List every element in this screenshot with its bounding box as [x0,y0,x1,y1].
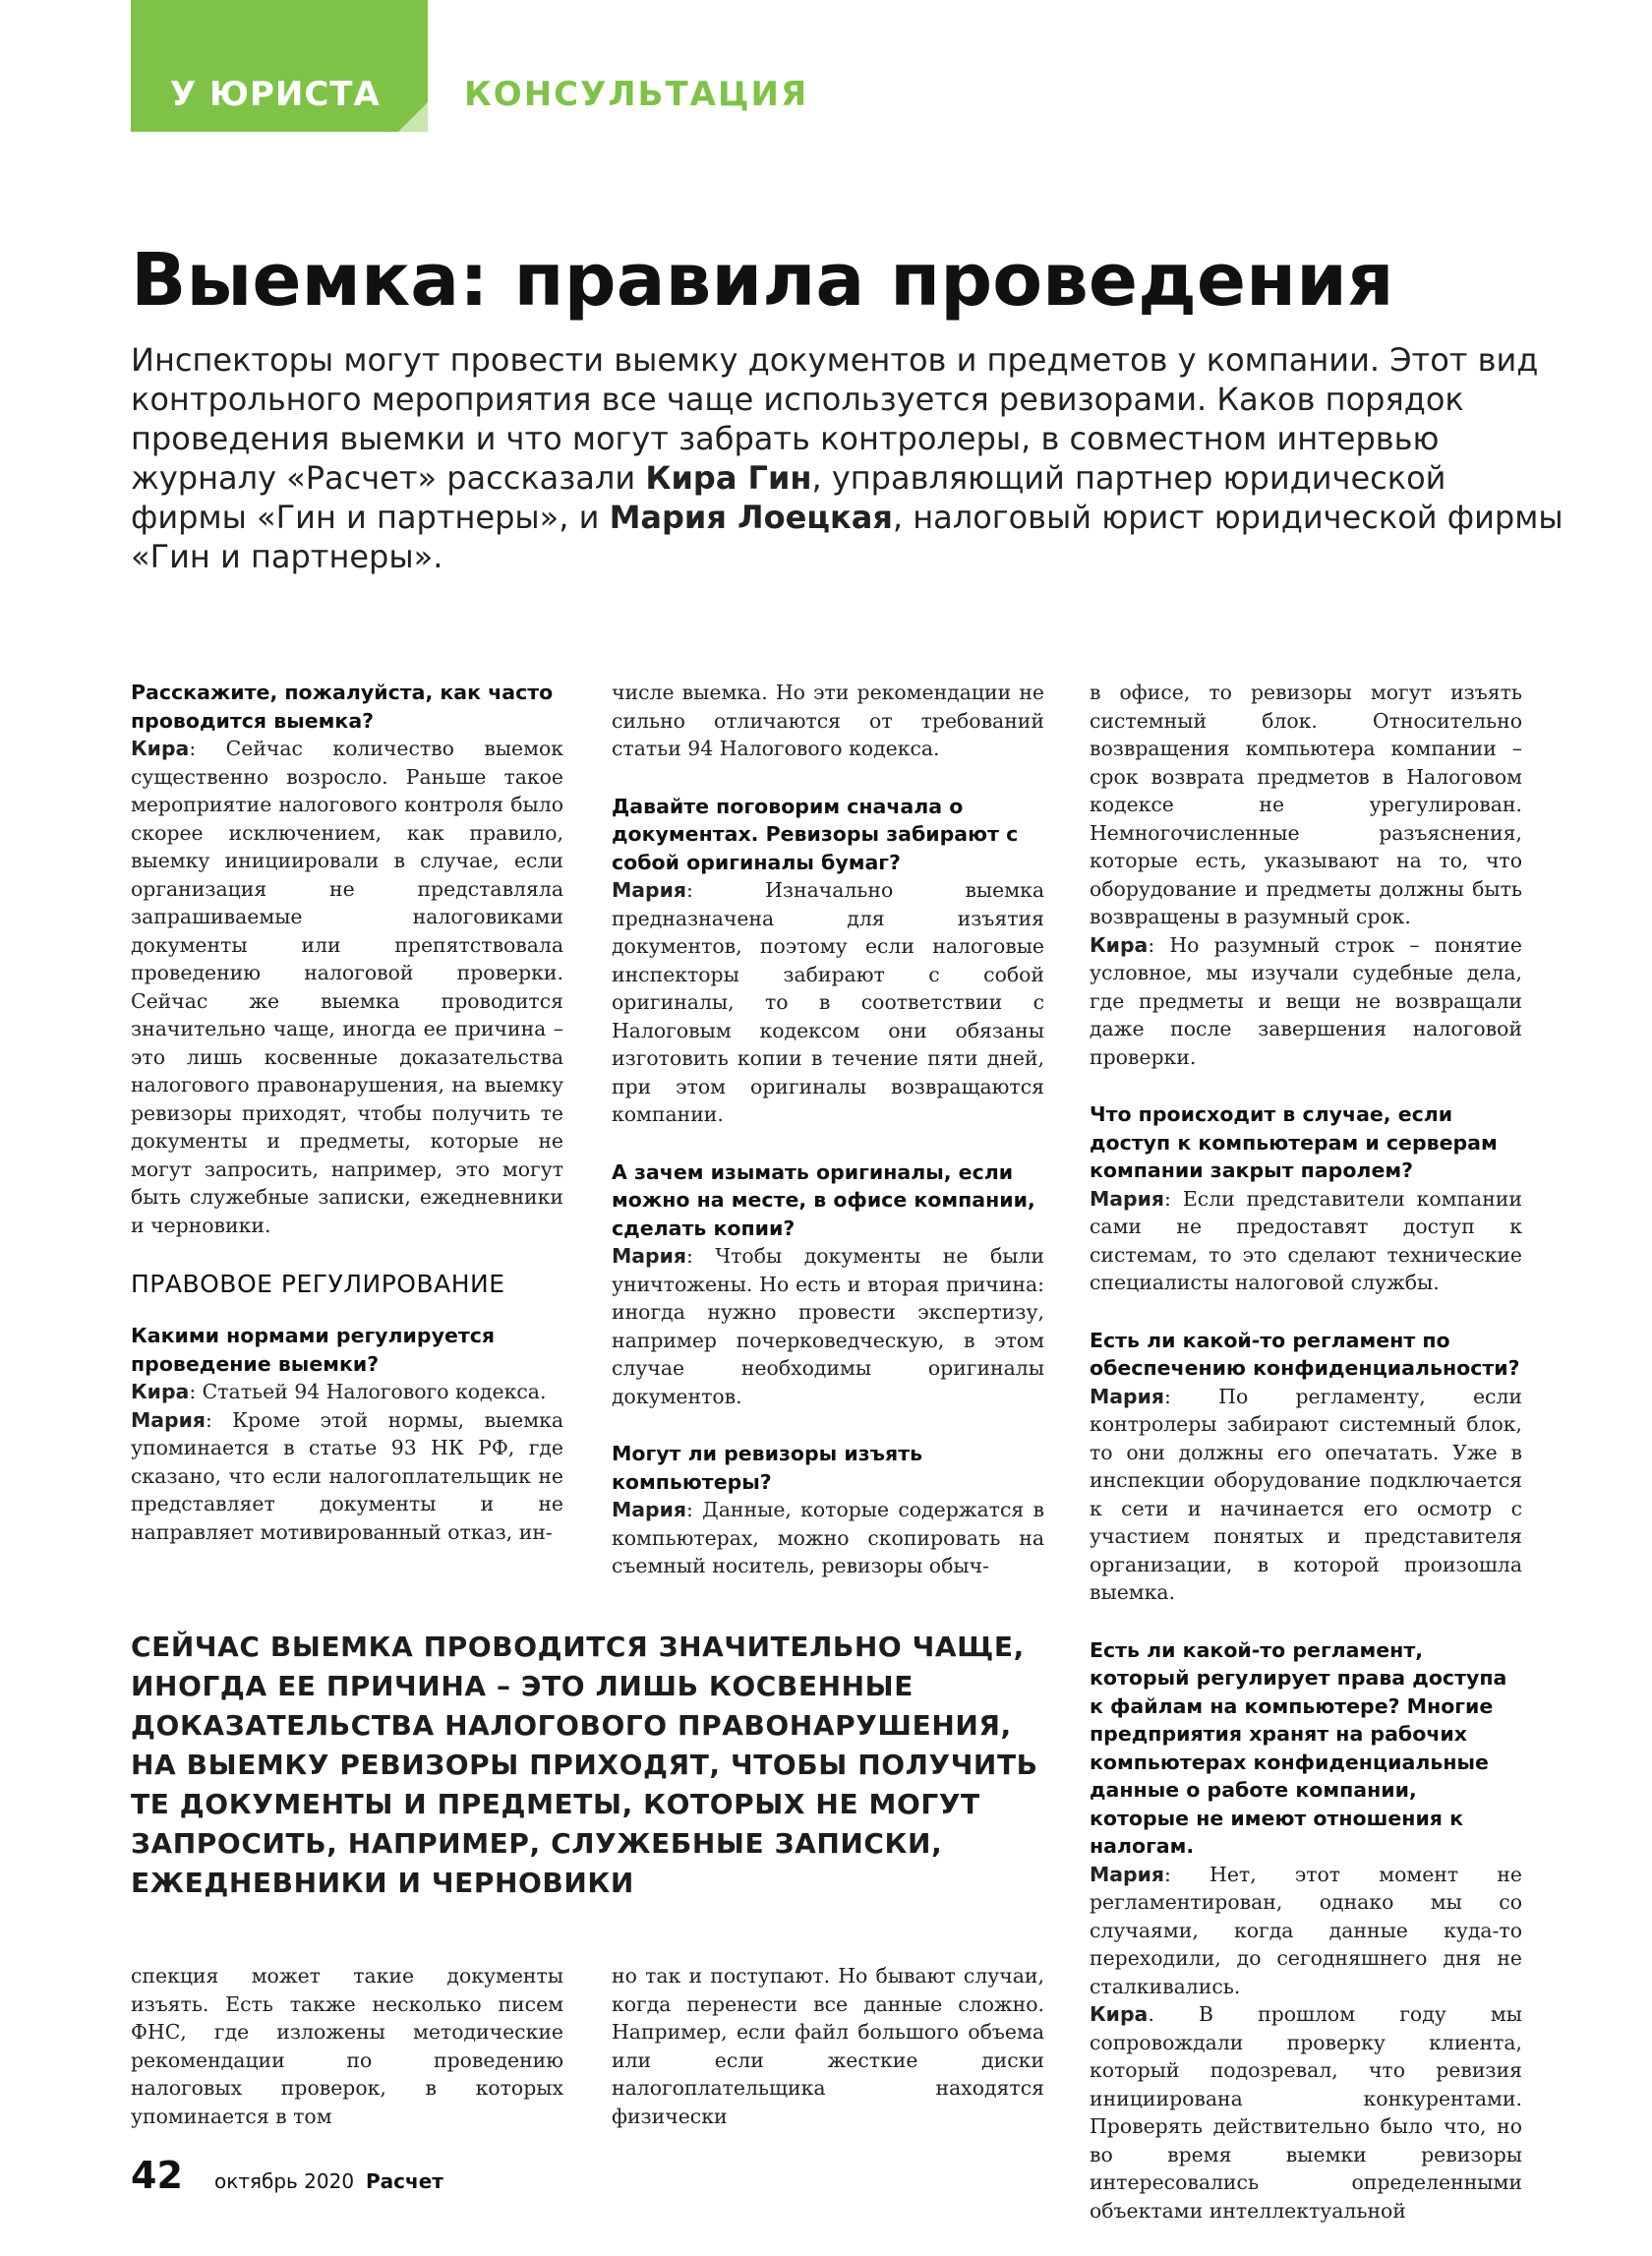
question: Давайте поговорим сначала о документах. Ревизоры забирают с собой оригиналы бумаг? [612,794,1019,874]
author-name: Мария Лоецкая [609,499,893,536]
question: Расскажите, пожалуйста, как часто проводится выемка? [131,681,554,733]
section-label: КОНСУЛЬТАЦИЯ [464,75,809,114]
issue-date: октябрь 2020 [214,2169,355,2193]
answer: Мария: Чтобы документы не были уничтожены. Но есть и вторая причина: иногда нужно провести экспертизу, например почерковедческую, в этом случае необходимы оригиналы документов. [612,1244,1044,1408]
column-1-continued [131,1962,563,2130]
author-name: Кира Гин [645,459,812,497]
answer: Мария: Если представители компании сами не предоставят доступ к системам, то это сделают технические специалисты налоговой службы. [1090,1186,1522,1294]
column-3 [1090,679,1522,2225]
question: Какими нормами регулируется проведение выемки? [131,1324,496,1376]
rubric-fold [398,102,428,132]
column-1 [131,679,563,1546]
magazine-name: Расчет [366,2169,443,2193]
answer: Мария: Данные, которые содержатся в компьютерах, можно скопировать на съемный носитель, ревизоры обыч- [612,1498,1044,1577]
column-2-continued [612,1962,1044,2130]
pull-quote: СЕЙЧАС ВЫЕМКА ПРОВОДИТСЯ ЗНАЧИТЕЛЬНО ЧАЩЕ, ИНОГДА ЕЕ ПРИЧИНА – ЭТО ЛИШЬ КОСВЕННЫЕ ДОКАЗАТЕЛЬСТВА НАЛОГОВОГО ПРАВОНАРУШЕНИЯ, НА ВЫЕМКУ РЕВИЗОРЫ ПРИХОДЯТ, ЧТОБЫ ПОЛУЧИТЬ ТЕ ДОКУМЕНТЫ И ПРЕДМЕТЫ, КОТОРЫХ НЕ МОГУТ ЗАПРОСИТЬ, НАПРИМЕР, СЛУЖЕБНЫЕ ЗАПИСКИ, ЕЖЕДНЕВНИКИ И ЧЕРНОВИКИ [131,1631,1038,1899]
article-lead: Инспекторы могут провести выемку документов и предметов у компании. Этот вид контрольного мероприятия все чаще используется ревизорами. Каков порядок проведения выемки и что могут забрать контролеры, в совместном интервью журналу «Расчет» рассказали Кира Гин, управляющий партнер юридической фирмы «Гин и партнеры», и Мария Лоецкая, налоговый юрист юридической фирмы «Гин и партнеры». [131,341,1564,575]
paragraph: спекция может такие документы изъять. Есть также несколько писем ФНС, где изложены методические рекомендации по проведению налоговых проверок, в которых упоминается в том [131,1964,563,2128]
question: Могут ли ревизоры изъять компьютеры? [612,1442,923,1494]
paragraph: числе выемка. Но эти рекомендации не сильно отличаются от требований статьи 94 Налогового кодекса. [612,681,1044,760]
answer: Кира: Но разумный строк – понятие условное, мы изучали судебные дела, где предметы и вещи не возвращали даже после завершения налоговой проверки. [1090,932,1522,1069]
section-heading: ПРАВОВОЕ РЕГУЛИРОВАНИЕ [131,1270,505,1298]
article-title: Выемка: правила проведения [131,238,1394,323]
page-number: 42 [131,2154,183,2197]
answer: Мария: Изначально выемка предназначена для изъятия документов, поэтому если налоговые инспекторы забирают с собой оригиналы, то в соответствии с Налоговым кодексом они обязаны изготовить копии в течение пяти дней, при этом оригиналы возвращаются компании. [612,878,1044,1126]
answer: Кира: Статьей 94 Налогового кодекса. [131,1380,547,1403]
question: Есть ли какой-то регламент по обеспечению конфиденциальности? [1090,1328,1520,1380]
paragraph: в офисе, то ревизоры могут изъять системный блок. Относительно возвращения компьютера компании – срок возврата предметов в Налоговом кодексе не урегулирован. Немногочисленные разъяснения, которые есть, указывают на то, что оборудование и предметы должны быть возвращены в разумный срок. [1090,681,1522,928]
question: Есть ли какой-то регламент, который регулирует права доступа к файлам на компьютере? Многие предприятия хранят на рабочих компьютерах конфиденциальные данные о работе компании, которые не имеют отношения к налогам. [1090,1637,1507,1858]
question: А зачем изымать оригиналы, если можно на месте, в офисе компании, сделать копии? [612,1159,1035,1240]
answer: Мария: Кроме этой нормы, выемка упоминается в статье 93 НК РФ, где сказано, что если налогоплательщик не представляет документы и не направляет мотивированный отказ, ин- [131,1407,563,1544]
answer: Мария: Нет, этот момент не регламентирован, однако мы со случаями, когда данные куда-то переходили, до сегодняшнего дня не сталкивались. [1090,1862,1522,1998]
rubric-label: У ЮРИСТА [170,75,381,114]
answer: Кира. В прошлом году мы сопровождали проверку клиента, который подозревал, что ревизия инициирована конкурентами. Проверять действительно было что, но во время выемки ревизоры интересовались определенными объектами интеллектуальной [1090,2002,1522,2223]
answer: Кира: Сейчас количество выемок существенно возросло. Раньше такое мероприятие налогового контроля было скорее исключением, как правило, выемку инициировали в случае, если организация не представляла запрашиваемые налоговиками документы или препятствовала проведению налоговой проверки. Сейчас же выемка проводится значительно чаще, иногда ее причина – это лишь косвенные доказательства налогового правонарушения, на выемку ревизоры приходят, чтобы получить те документы и предметы, которые не могут запросить, например, это могут быть служебные записки, ежедневники и черновики. [131,737,563,1237]
column-2 [612,679,1044,1580]
paragraph: но так и поступают. Но бывают случаи, когда перенести все данные сложно. Например, если файл большого объема или если жесткие диски налогоплательщика находятся физически [612,1964,1044,2128]
question: Что происходит в случае, если доступ к компьютерам и серверам компании закрыт паролем? [1090,1102,1498,1182]
answer: Мария: По регламенту, если контролеры забирают системный блок, то они должны его опечатать. Уже в инспекции оборудование подключается к сети и начинается его осмотр с участием понятых и представителя организации, в которой произошла выемка. [1090,1384,1522,1604]
